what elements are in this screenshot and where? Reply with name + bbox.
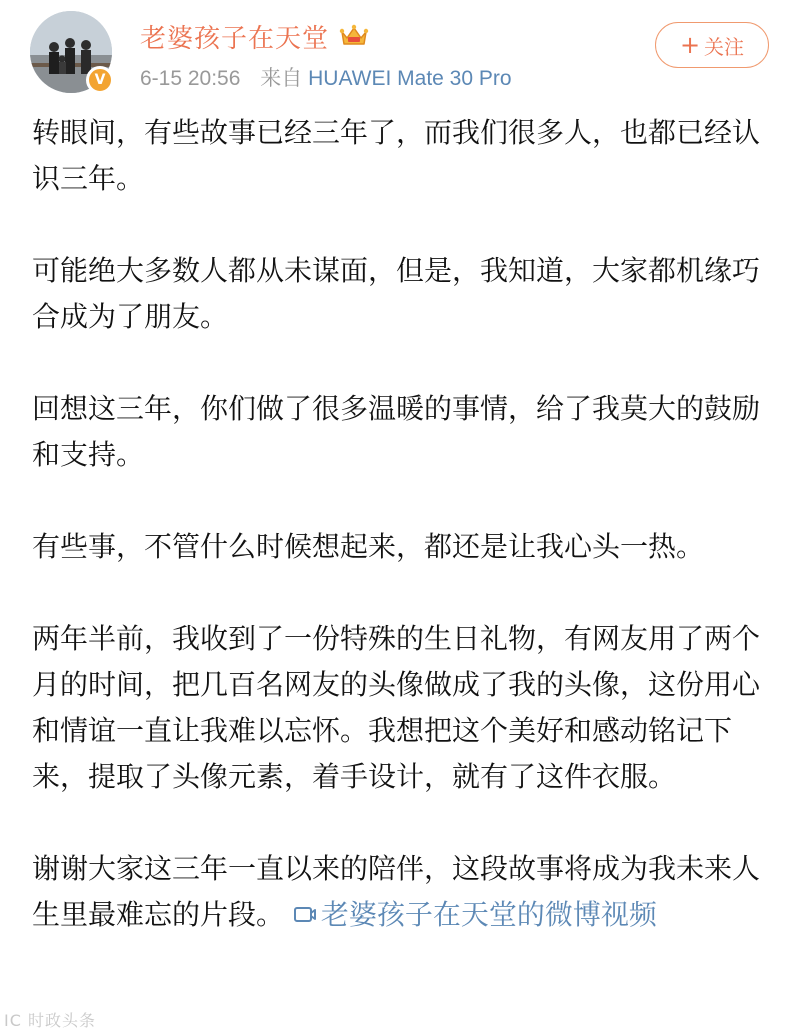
follow-label: 关注	[704, 34, 745, 59]
post-device: HUAWEI Mate 30 Pro	[308, 67, 512, 90]
video-link-label: 老婆孩子在天堂的微博视频	[320, 898, 657, 931]
post-header	[0, 0, 796, 110]
username-row	[140, 18, 369, 54]
crown-icon[interactable]	[339, 24, 369, 48]
post-paragraph-text: 谢谢大家这三年一直以来的陪伴，这段故事将成为我未来人生里最难忘的片段。	[32, 852, 761, 931]
post-source-label: 来自	[260, 67, 303, 90]
post-time: 6-15 20:56	[140, 67, 241, 90]
follow-button[interactable]	[655, 22, 769, 68]
post-paragraph: 可能绝大多数人都从未谋面，但是，我知道，大家都机缘巧合成为了朋友。	[32, 254, 761, 333]
watermark: IC 时政头条	[4, 1011, 96, 1030]
post-paragraph-last	[32, 846, 772, 938]
plus-icon: +	[679, 31, 701, 59]
verified-badge-icon: V	[86, 66, 114, 94]
post-paragraph: 两年半前，我收到了一份特殊的生日礼物，有网友用了两个月的时间，把几百名网友的头像做成了我的头像，这份用心和情谊一直让我难以忘怀。我想把这个美好和感动铭记下来，提取了头像元素，着手设计，就有了这件衣服。	[32, 622, 761, 793]
post-meta	[140, 62, 512, 92]
post-paragraph: 有些事，不管什么时候想起来，都还是让我心头一热。	[32, 530, 705, 563]
post-content	[32, 110, 772, 938]
post-paragraph: 转眼间，有些故事已经三年了，而我们很多人，也都已经认识三年。	[32, 116, 761, 195]
video-link[interactable]	[293, 898, 657, 931]
video-icon	[293, 894, 317, 916]
username[interactable]: 老婆孩子在天堂	[140, 23, 330, 54]
post-paragraph: 回想这三年，你们做了很多温暖的事情，给了我莫大的鼓励和支持。	[32, 392, 761, 471]
